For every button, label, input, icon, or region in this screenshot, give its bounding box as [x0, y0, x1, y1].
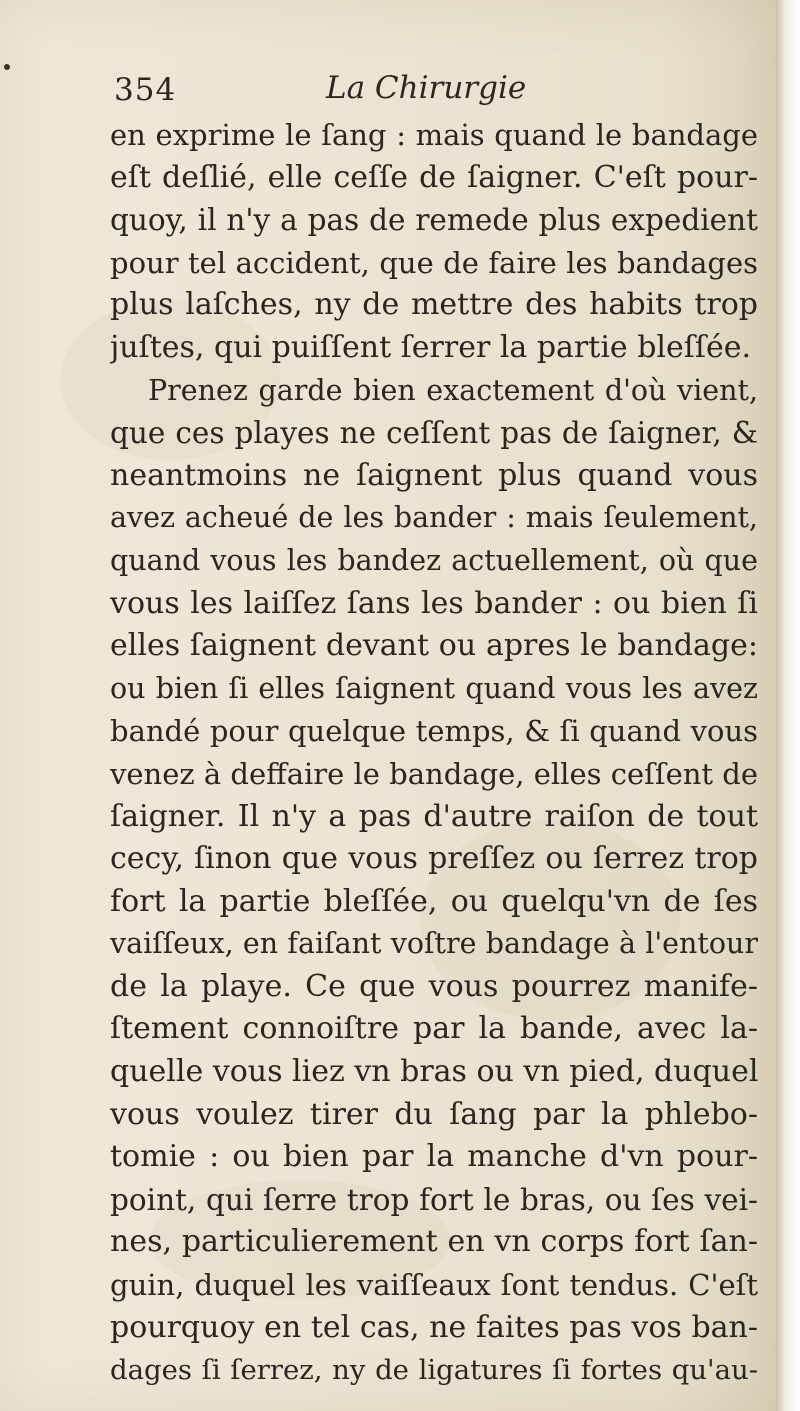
text-line: vaiſſeux, en faiſant voſtre bandage à l'entour — [110, 927, 758, 961]
text-line: quand vous les bandez actuellement, où que — [110, 543, 758, 577]
text-line: neantmoins ne ſaignent plus quand vous — [110, 457, 758, 493]
text-line: eſt deſlié, elle ceſſe de ſaigner. C'eſt pour- — [110, 159, 758, 195]
text-line: quelle vous liez vn bras ou vn pied, duquel — [110, 1054, 758, 1090]
text-line: elles ſaignent devant ou apres le bandage: — [110, 628, 758, 664]
text-line: vous voulez tirer du ſang par la phlebo- — [110, 1096, 758, 1132]
running-title: La Chirurgie — [326, 70, 527, 106]
text-line: bandé pour quelque temps, & ſi quand vous — [110, 714, 758, 749]
text-line: point, qui ſerre trop fort le bras, ou ſes vei- — [110, 1182, 758, 1217]
text-line: guin, duquel les vaiſſeaux ſont tendus. C'eſt — [110, 1268, 758, 1303]
text-line: en exprime le ſang : mais quand le bandage — [110, 118, 758, 152]
text-line: vous les laiſſez ſans les bander : ou bien ſi — [110, 585, 758, 621]
text-line: cecy, ſinon que vous preſſez ou ſerrez trop — [110, 841, 758, 877]
body-text — [110, 114, 758, 1392]
text-line: pourquoy en tel cas, ne faites pas vos ban- — [110, 1309, 758, 1345]
text-line: tomie : ou bien par la manche d'vn pour- — [110, 1139, 758, 1175]
text-line: nes, particulierement en vn corps fort ſan- — [110, 1224, 758, 1260]
text-line: ſtement connoiſtre par la bande, avec la- — [110, 1011, 758, 1047]
text-line: quoy, il n'y a pas de remede plus expedient — [110, 203, 758, 238]
text-line: venez à deffaire le bandage, elles ceſſent de — [110, 756, 758, 791]
text-line: de la playe. Ce que vous pourrez manife- — [110, 968, 758, 1004]
running-header — [108, 64, 758, 114]
text-line: plus laſches, ny de mettre des habits trop — [110, 287, 758, 323]
text-line: dages ſi ſerrez, ny de ligatures ſi fortes qu'au- — [110, 1354, 758, 1387]
text-line: que ces playes ne ceſſent pas de ſaigner, & — [110, 416, 758, 451]
text-line: Prenez garde bien exactement d'où vient, — [148, 373, 758, 407]
text-line: fort la partie bleſſée, ou quelqu'vn de ſes — [110, 883, 758, 919]
text-line: pour tel accident, que de faire les bandages — [110, 245, 758, 280]
text-line: ſaigner. Il n'y a pas d'autre raiſon de tout — [110, 798, 758, 834]
page-number: 354 — [114, 72, 177, 108]
page-edge — [776, 0, 800, 1411]
text-line: avez acheué de les bander : mais ſeulement, — [110, 501, 758, 535]
text-line: ou bien ſi elles ſaignent quand vous les avez — [110, 671, 758, 705]
margin-mark — [4, 64, 10, 70]
text-line: juſtes, qui puiſſent ſerrer la partie bleſſée. — [110, 329, 752, 365]
